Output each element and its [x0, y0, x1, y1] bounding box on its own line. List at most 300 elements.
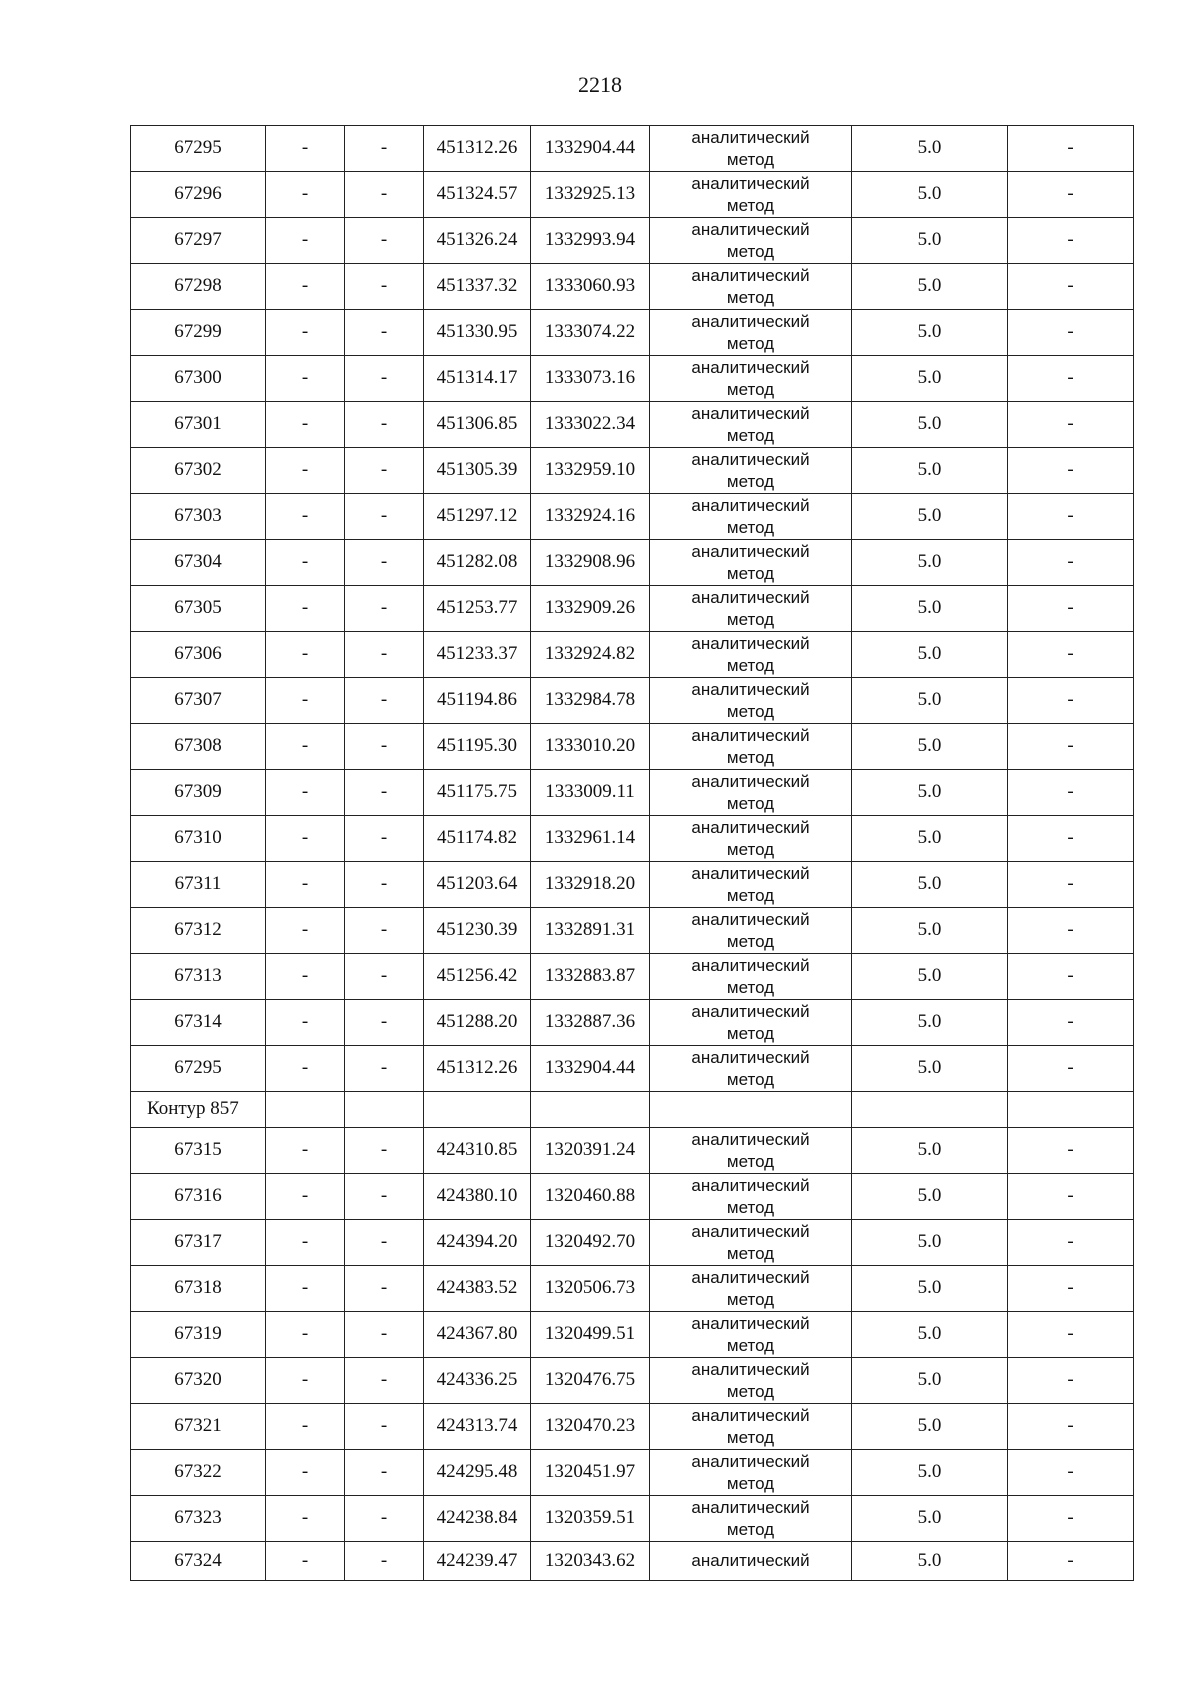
column-3-cell: -	[345, 402, 424, 448]
table-row	[131, 908, 1134, 954]
point-id-cell: 67310	[131, 816, 266, 862]
empty-cell	[424, 1092, 531, 1128]
method-cell	[650, 494, 852, 540]
method-text: метод	[726, 1289, 775, 1309]
y-coordinate-cell: 1320359.51	[531, 1496, 650, 1542]
table-row	[131, 126, 1134, 172]
column-3-cell: -	[345, 448, 424, 494]
table-row	[131, 540, 1134, 586]
method-cell	[650, 356, 852, 402]
accuracy-cell: 5.0	[852, 402, 1008, 448]
table-row	[131, 586, 1134, 632]
y-coordinate-cell: 1320476.75	[531, 1358, 650, 1404]
last-column-cell: -	[1008, 402, 1134, 448]
accuracy-cell: 5.0	[852, 356, 1008, 402]
y-coordinate-cell: 1320499.51	[531, 1312, 650, 1358]
column-3-cell: -	[345, 1220, 424, 1266]
column-2-cell: -	[266, 264, 345, 310]
last-column-cell: -	[1008, 1174, 1134, 1220]
table-row	[131, 1000, 1134, 1046]
last-column-cell: -	[1008, 632, 1134, 678]
accuracy-cell: 5.0	[852, 1496, 1008, 1542]
method-text: аналитический	[691, 1314, 810, 1334]
x-coordinate-cell: 451305.39	[424, 448, 531, 494]
y-coordinate-cell: 1332961.14	[531, 816, 650, 862]
method-cell	[650, 1000, 852, 1046]
x-coordinate-cell: 451195.30	[424, 724, 531, 770]
page-number: 2218	[578, 72, 622, 97]
point-id-cell: 67316	[131, 1174, 266, 1220]
column-3-cell: -	[345, 770, 424, 816]
column-3-cell: -	[345, 126, 424, 172]
method-cell	[650, 1312, 852, 1358]
point-id-cell: 67320	[131, 1358, 266, 1404]
point-id-cell: 67300	[131, 356, 266, 402]
column-2-cell: -	[266, 954, 345, 1000]
x-coordinate-cell: 424239.47	[424, 1542, 531, 1581]
last-column-cell: -	[1008, 724, 1134, 770]
last-column-cell: -	[1008, 310, 1134, 356]
x-coordinate-cell: 451203.64	[424, 862, 531, 908]
method-text: аналитический	[691, 404, 810, 424]
method-cell	[650, 1220, 852, 1266]
y-coordinate-cell: 1332993.94	[531, 218, 650, 264]
empty-cell	[531, 1092, 650, 1128]
column-2-cell: -	[266, 1496, 345, 1542]
column-3-cell: -	[345, 724, 424, 770]
column-3-cell: -	[345, 1542, 424, 1581]
method-cell	[650, 1174, 852, 1220]
y-coordinate-cell: 1320343.62	[531, 1542, 650, 1581]
method-text: аналитический	[691, 1222, 810, 1242]
table-row	[131, 356, 1134, 402]
last-column-cell: -	[1008, 1128, 1134, 1174]
method-text: аналитический	[691, 956, 810, 976]
y-coordinate-cell: 1320391.24	[531, 1128, 650, 1174]
y-coordinate-cell: 1320470.23	[531, 1404, 650, 1450]
y-coordinate-cell: 1333073.16	[531, 356, 650, 402]
x-coordinate-cell: 451288.20	[424, 1000, 531, 1046]
method-text: метод	[726, 241, 775, 261]
table-row	[131, 1128, 1134, 1174]
method-text: аналитический	[691, 1130, 810, 1150]
x-coordinate-cell: 424383.52	[424, 1266, 531, 1312]
table-row	[131, 264, 1134, 310]
method-text: метод	[726, 195, 775, 215]
empty-cell	[345, 1092, 424, 1128]
accuracy-cell: 5.0	[852, 586, 1008, 632]
method-text: аналитический	[691, 174, 810, 194]
method-cell	[650, 1128, 852, 1174]
column-2-cell: -	[266, 1450, 345, 1496]
table-row	[131, 1220, 1134, 1266]
column-2-cell: -	[266, 862, 345, 908]
column-3-cell: -	[345, 494, 424, 540]
point-id-cell: 67301	[131, 402, 266, 448]
y-coordinate-cell: 1320492.70	[531, 1220, 650, 1266]
point-id-cell: 67312	[131, 908, 266, 954]
x-coordinate-cell: 451253.77	[424, 586, 531, 632]
method-text: метод	[726, 517, 775, 537]
column-2-cell: -	[266, 218, 345, 264]
last-column-cell: -	[1008, 126, 1134, 172]
column-3-cell: -	[345, 1174, 424, 1220]
method-text: метод	[726, 425, 775, 445]
x-coordinate-cell: 424380.10	[424, 1174, 531, 1220]
method-text: метод	[726, 1243, 775, 1263]
method-text: аналитический	[691, 358, 810, 378]
method-text: аналитический	[691, 1360, 810, 1380]
accuracy-cell: 5.0	[852, 1404, 1008, 1450]
column-3-cell: -	[345, 632, 424, 678]
method-text: метод	[726, 1473, 775, 1493]
last-column-cell: -	[1008, 448, 1134, 494]
method-text: аналитический	[691, 1452, 810, 1472]
x-coordinate-cell: 451312.26	[424, 126, 531, 172]
point-id-cell: 67307	[131, 678, 266, 724]
method-text: метод	[726, 1381, 775, 1401]
accuracy-cell: 5.0	[852, 1266, 1008, 1312]
method-cell	[650, 126, 852, 172]
method-text: аналитический	[691, 450, 810, 470]
last-column-cell: -	[1008, 540, 1134, 586]
method-cell	[650, 954, 852, 1000]
method-text: аналитический	[691, 1406, 810, 1426]
point-id-cell: 67309	[131, 770, 266, 816]
column-2-cell: -	[266, 1174, 345, 1220]
table-row	[131, 724, 1134, 770]
method-text: аналитический	[691, 1048, 810, 1068]
accuracy-cell: 5.0	[852, 770, 1008, 816]
point-id-cell: 67303	[131, 494, 266, 540]
x-coordinate-cell: 451230.39	[424, 908, 531, 954]
method-cell	[650, 448, 852, 494]
y-coordinate-cell: 1332891.31	[531, 908, 650, 954]
column-2-cell: -	[266, 126, 345, 172]
y-coordinate-cell: 1320506.73	[531, 1266, 650, 1312]
method-text: метод	[726, 379, 775, 399]
column-2-cell: -	[266, 632, 345, 678]
last-column-cell: -	[1008, 1312, 1134, 1358]
y-coordinate-cell: 1320460.88	[531, 1174, 650, 1220]
table-row	[131, 678, 1134, 724]
x-coordinate-cell: 451326.24	[424, 218, 531, 264]
column-3-cell: -	[345, 310, 424, 356]
column-2-cell: -	[266, 356, 345, 402]
column-2-cell: -	[266, 1000, 345, 1046]
method-text: аналитический	[691, 634, 810, 654]
x-coordinate-cell: 451233.37	[424, 632, 531, 678]
method-cell	[650, 586, 852, 632]
table-row	[131, 632, 1134, 678]
method-text: аналитический	[691, 128, 810, 148]
accuracy-cell: 5.0	[852, 310, 1008, 356]
accuracy-cell: 5.0	[852, 678, 1008, 724]
method-text: аналитический	[691, 1551, 810, 1571]
method-cell	[650, 1450, 852, 1496]
column-3-cell: -	[345, 356, 424, 402]
point-id-cell: 67304	[131, 540, 266, 586]
y-coordinate-cell: 1332908.96	[531, 540, 650, 586]
y-coordinate-cell: 1332883.87	[531, 954, 650, 1000]
method-cell	[650, 310, 852, 356]
table-row	[131, 1174, 1134, 1220]
accuracy-cell: 5.0	[852, 1174, 1008, 1220]
accuracy-cell: 5.0	[852, 862, 1008, 908]
method-cell	[650, 1542, 852, 1581]
accuracy-cell: 5.0	[852, 1312, 1008, 1358]
accuracy-cell: 5.0	[852, 1542, 1008, 1581]
accuracy-cell: 5.0	[852, 448, 1008, 494]
last-column-cell: -	[1008, 770, 1134, 816]
accuracy-cell: 5.0	[852, 908, 1008, 954]
method-text: метод	[726, 563, 775, 583]
y-coordinate-cell: 1333060.93	[531, 264, 650, 310]
method-cell	[650, 816, 852, 862]
x-coordinate-cell: 451256.42	[424, 954, 531, 1000]
y-coordinate-cell: 1332959.10	[531, 448, 650, 494]
column-3-cell: -	[345, 1128, 424, 1174]
column-2-cell: -	[266, 724, 345, 770]
last-column-cell: -	[1008, 494, 1134, 540]
table-row	[131, 218, 1134, 264]
last-column-cell: -	[1008, 172, 1134, 218]
method-text: метод	[726, 1427, 775, 1447]
table-row	[131, 402, 1134, 448]
last-column-cell: -	[1008, 1496, 1134, 1542]
column-2-cell: -	[266, 402, 345, 448]
last-column-cell: -	[1008, 1266, 1134, 1312]
accuracy-cell: 5.0	[852, 1450, 1008, 1496]
point-id-cell: 67296	[131, 172, 266, 218]
point-id-cell: 67308	[131, 724, 266, 770]
method-text: аналитический	[691, 542, 810, 562]
method-text: аналитический	[691, 220, 810, 240]
method-text: аналитический	[691, 910, 810, 930]
method-text: метод	[726, 1335, 775, 1355]
column-3-cell: -	[345, 954, 424, 1000]
column-2-cell: -	[266, 448, 345, 494]
table-row	[131, 1312, 1134, 1358]
method-text: аналитический	[691, 588, 810, 608]
point-id-cell: 67317	[131, 1220, 266, 1266]
point-id-cell: 67305	[131, 586, 266, 632]
method-text: метод	[726, 471, 775, 491]
method-text: метод	[726, 1151, 775, 1171]
column-3-cell: -	[345, 1266, 424, 1312]
table-body	[131, 126, 1134, 1581]
column-3-cell: -	[345, 264, 424, 310]
x-coordinate-cell: 424394.20	[424, 1220, 531, 1266]
method-text: аналитический	[691, 312, 810, 332]
column-3-cell: -	[345, 1450, 424, 1496]
column-3-cell: -	[345, 218, 424, 264]
accuracy-cell: 5.0	[852, 172, 1008, 218]
column-2-cell: -	[266, 540, 345, 586]
method-text: метод	[726, 1519, 775, 1539]
column-2-cell: -	[266, 908, 345, 954]
column-3-cell: -	[345, 1358, 424, 1404]
point-id-cell: 67324	[131, 1542, 266, 1581]
point-id-cell: 67297	[131, 218, 266, 264]
x-coordinate-cell: 451282.08	[424, 540, 531, 586]
accuracy-cell: 5.0	[852, 816, 1008, 862]
coordinates-table	[130, 125, 1134, 1581]
accuracy-cell: 5.0	[852, 1000, 1008, 1046]
y-coordinate-cell: 1332924.82	[531, 632, 650, 678]
column-2-cell: -	[266, 586, 345, 632]
point-id-cell: 67319	[131, 1312, 266, 1358]
last-column-cell: -	[1008, 954, 1134, 1000]
point-id-cell: 67295	[131, 1046, 266, 1092]
y-coordinate-cell: 1332904.44	[531, 126, 650, 172]
method-cell	[650, 1046, 852, 1092]
accuracy-cell: 5.0	[852, 264, 1008, 310]
x-coordinate-cell: 451194.86	[424, 678, 531, 724]
point-id-cell: 67311	[131, 862, 266, 908]
column-3-cell: -	[345, 862, 424, 908]
last-column-cell: -	[1008, 1220, 1134, 1266]
table-row	[131, 1266, 1134, 1312]
x-coordinate-cell: 424310.85	[424, 1128, 531, 1174]
column-2-cell: -	[266, 1404, 345, 1450]
contour-label: Контур 857	[131, 1092, 266, 1128]
method-text: аналитический	[691, 1176, 810, 1196]
method-text: метод	[726, 977, 775, 997]
last-column-cell: -	[1008, 1404, 1134, 1450]
y-coordinate-cell: 1333022.34	[531, 402, 650, 448]
method-text: аналитический	[691, 496, 810, 516]
last-column-cell: -	[1008, 678, 1134, 724]
last-column-cell: -	[1008, 1046, 1134, 1092]
last-column-cell: -	[1008, 1542, 1134, 1581]
y-coordinate-cell: 1332984.78	[531, 678, 650, 724]
last-column-cell: -	[1008, 356, 1134, 402]
point-id-cell: 67306	[131, 632, 266, 678]
method-cell	[650, 172, 852, 218]
last-column-cell: -	[1008, 1358, 1134, 1404]
x-coordinate-cell: 451314.17	[424, 356, 531, 402]
table-row	[131, 816, 1134, 862]
method-text: метод	[726, 1023, 775, 1043]
table-row	[131, 494, 1134, 540]
method-cell	[650, 908, 852, 954]
column-2-cell: -	[266, 1266, 345, 1312]
method-text: метод	[726, 885, 775, 905]
point-id-cell: 67318	[131, 1266, 266, 1312]
method-cell	[650, 770, 852, 816]
point-id-cell: 67321	[131, 1404, 266, 1450]
x-coordinate-cell: 451312.26	[424, 1046, 531, 1092]
point-id-cell: 67298	[131, 264, 266, 310]
x-coordinate-cell: 424313.74	[424, 1404, 531, 1450]
point-id-cell: 67295	[131, 126, 266, 172]
last-column-cell: -	[1008, 908, 1134, 954]
accuracy-cell: 5.0	[852, 494, 1008, 540]
column-2-cell: -	[266, 494, 345, 540]
column-3-cell: -	[345, 908, 424, 954]
point-id-cell: 67322	[131, 1450, 266, 1496]
method-text: метод	[726, 1197, 775, 1217]
contour-header-row	[131, 1092, 1134, 1128]
method-cell	[650, 402, 852, 448]
last-column-cell: -	[1008, 218, 1134, 264]
table-row	[131, 448, 1134, 494]
column-2-cell: -	[266, 1128, 345, 1174]
y-coordinate-cell: 1332887.36	[531, 1000, 650, 1046]
method-text: метод	[726, 1069, 775, 1089]
point-id-cell: 67313	[131, 954, 266, 1000]
column-3-cell: -	[345, 1046, 424, 1092]
table-row	[131, 172, 1134, 218]
table-row	[131, 310, 1134, 356]
method-text: метод	[726, 747, 775, 767]
x-coordinate-cell: 424295.48	[424, 1450, 531, 1496]
accuracy-cell: 5.0	[852, 954, 1008, 1000]
method-text: метод	[726, 287, 775, 307]
table-row	[131, 1046, 1134, 1092]
column-3-cell: -	[345, 172, 424, 218]
accuracy-cell: 5.0	[852, 218, 1008, 264]
point-id-cell: 67314	[131, 1000, 266, 1046]
method-cell	[650, 678, 852, 724]
column-3-cell: -	[345, 678, 424, 724]
accuracy-cell: 5.0	[852, 632, 1008, 678]
y-coordinate-cell: 1332904.44	[531, 1046, 650, 1092]
y-coordinate-cell: 1333009.11	[531, 770, 650, 816]
method-cell	[650, 218, 852, 264]
column-3-cell: -	[345, 586, 424, 632]
accuracy-cell: 5.0	[852, 126, 1008, 172]
method-cell	[650, 1266, 852, 1312]
x-coordinate-cell: 451174.82	[424, 816, 531, 862]
method-cell	[650, 540, 852, 586]
x-coordinate-cell: 424367.80	[424, 1312, 531, 1358]
column-2-cell: -	[266, 1312, 345, 1358]
method-text: аналитический	[691, 1498, 810, 1518]
y-coordinate-cell: 1332909.26	[531, 586, 650, 632]
empty-cell	[1008, 1092, 1134, 1128]
method-text: аналитический	[691, 266, 810, 286]
x-coordinate-cell: 451324.57	[424, 172, 531, 218]
column-2-cell: -	[266, 1358, 345, 1404]
method-cell	[650, 1404, 852, 1450]
method-text: метод	[726, 655, 775, 675]
empty-cell	[266, 1092, 345, 1128]
table-row	[131, 1496, 1134, 1542]
method-text: аналитический	[691, 1002, 810, 1022]
method-text: аналитический	[691, 818, 810, 838]
y-coordinate-cell: 1332925.13	[531, 172, 650, 218]
x-coordinate-cell: 451306.85	[424, 402, 531, 448]
x-coordinate-cell: 451330.95	[424, 310, 531, 356]
y-coordinate-cell: 1332924.16	[531, 494, 650, 540]
point-id-cell: 67302	[131, 448, 266, 494]
y-coordinate-cell: 1332918.20	[531, 862, 650, 908]
empty-cell	[852, 1092, 1008, 1128]
method-text: метод	[726, 149, 775, 169]
method-text: аналитический	[691, 864, 810, 884]
column-3-cell: -	[345, 1496, 424, 1542]
table-row	[131, 954, 1134, 1000]
x-coordinate-cell: 424238.84	[424, 1496, 531, 1542]
method-cell	[650, 1496, 852, 1542]
accuracy-cell: 5.0	[852, 724, 1008, 770]
column-2-cell: -	[266, 770, 345, 816]
table-row	[131, 1358, 1134, 1404]
column-3-cell: -	[345, 1404, 424, 1450]
x-coordinate-cell: 451297.12	[424, 494, 531, 540]
